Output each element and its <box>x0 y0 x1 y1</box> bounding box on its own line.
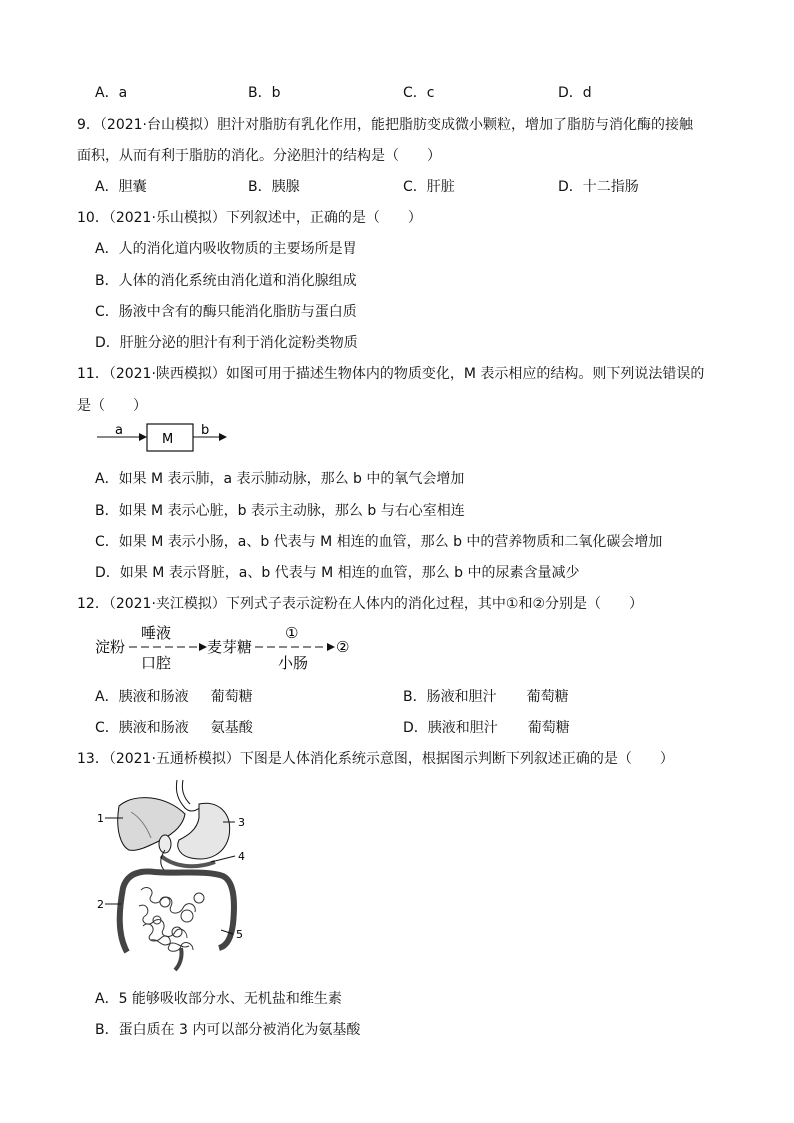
q9-option-a[interactable]: A．胆囊 <box>95 179 147 195</box>
q13-digestive-system-diagram <box>95 778 255 973</box>
stomach-shape <box>178 803 230 859</box>
q11-option-c[interactable]: C．如果 M 表示小肠，a、b 代表与 M 相连的血管，那么 b 中的营养物质和二氧化碳会增加 <box>95 534 663 550</box>
q12-formula-middle: 麦芽糖 <box>207 638 253 656</box>
q9-option-b[interactable]: B．胰腺 <box>248 179 300 195</box>
q12-option-b-first: B．肠液和胆汁 <box>403 689 497 705</box>
q13-label-3: 3 <box>238 816 245 829</box>
q13-label-1: 1 <box>97 812 104 825</box>
q9-option-d[interactable]: D．十二指肠 <box>558 179 639 195</box>
q11-flow-diagram <box>95 420 235 456</box>
q13-option-b[interactable]: B．蛋白质在 3 内可以部分被消化为氨基酸 <box>95 1022 361 1038</box>
small-intestine-shape <box>139 888 204 952</box>
q12-digestion-formula <box>93 618 363 676</box>
q12-option-a[interactable] <box>95 686 253 706</box>
q13-option-a[interactable]: A．5 能够吸收部分水、无机盐和维生素 <box>95 991 342 1007</box>
liver-shape <box>118 798 185 851</box>
q10-option-c[interactable]: C．肠液中含有的酶只能消化脂肪与蛋白质 <box>95 304 357 320</box>
q8-option-d[interactable]: D．d <box>558 85 592 101</box>
q11-stem-line2: 是（ ） <box>77 398 147 414</box>
q12-formula-start: 淀粉 <box>95 638 126 656</box>
q11-label-b: b <box>201 423 210 438</box>
q13-label-4: 4 <box>238 850 245 863</box>
q13-stem: 13．（2021·五通桥模拟）下图是人体消化系统示意图，根据图示判断下列叙述正确的是（ ） <box>77 751 674 767</box>
q12-arrow2-bottom: 小肠 <box>278 654 309 672</box>
q12-option-c-second: 氨基酸 <box>210 720 253 736</box>
q9-stem-line1: 9．（2021·台山模拟）胆汁对脂肪有乳化作用，能把脂肪变成微小颗粒，增加了脂肪与消化酶的接触 <box>77 117 693 133</box>
q11-option-b[interactable]: B．如果 M 表示心脏，b 表示主动脉，那么 b 与右心室相连 <box>95 503 465 519</box>
q11-option-d[interactable]: D．如果 M 表示肾脏，a、b 代表与 M 相连的血管，那么 b 中的尿素含量减少 <box>95 565 580 581</box>
q12-option-c-first: C．胰液和肠液 <box>95 720 189 736</box>
q13-label-5: 5 <box>236 928 243 941</box>
q10-option-a[interactable]: A．人的消化道内吸收物质的主要场所是胃 <box>95 241 357 257</box>
q9-stem-line2: 面积，从而有利于脂肪的消化。分泌胆汁的结构是（ ） <box>77 148 441 164</box>
q8-option-a[interactable]: A．a <box>95 85 128 101</box>
q9-option-c[interactable]: C．肝脏 <box>403 179 455 195</box>
q12-option-c[interactable] <box>95 717 253 737</box>
q12-formula-end: ② <box>336 638 350 656</box>
q12-stem: 12．（2021·夹江模拟）下列式子表示淀粉在人体内的消化过程，其中①和②分别是（ ） <box>77 596 643 612</box>
q12-arrow2-top: ① <box>285 624 299 642</box>
q8-option-b[interactable]: B．b <box>248 85 281 101</box>
q10-option-b[interactable]: B．人体的消化系统由消化道和消化腺组成 <box>95 273 357 289</box>
q12-option-b[interactable] <box>403 686 569 706</box>
q12-option-a-second: 葡萄糖 <box>210 689 253 705</box>
q12-option-a-first: A．胰液和肠液 <box>95 689 189 705</box>
q11-option-a[interactable]: A．如果 M 表示肺，a 表示肺动脉，那么 b 中的氧气会增加 <box>95 471 465 487</box>
q8-option-c[interactable]: C．c <box>403 85 435 101</box>
large-intestine-shape <box>120 872 234 952</box>
q13-label-2: 2 <box>97 898 104 911</box>
q12-option-d[interactable] <box>403 717 570 737</box>
q12-arrow1-bottom: 口腔 <box>141 654 172 672</box>
q12-option-b-second: 葡萄糖 <box>526 689 569 705</box>
q11-stem-line1: 11．（2021·陕西模拟）如图可用于描述生物体内的物质变化，M 表示相应的结构。则下列说法错误的 <box>77 366 705 382</box>
q12-arrow1-top: 唾液 <box>141 624 172 642</box>
q11-label-m: M <box>162 432 174 447</box>
q10-stem: 10．（2021·乐山模拟）下列叙述中，正确的是（ ） <box>77 210 422 226</box>
q11-label-a: a <box>115 423 123 438</box>
q12-option-d-second: 葡萄糖 <box>527 720 570 736</box>
q10-option-d[interactable]: D．肝脏分泌的胆汁有利于消化淀粉类物质 <box>95 335 358 351</box>
q12-option-d-first: D．胰液和胆汁 <box>403 720 498 736</box>
